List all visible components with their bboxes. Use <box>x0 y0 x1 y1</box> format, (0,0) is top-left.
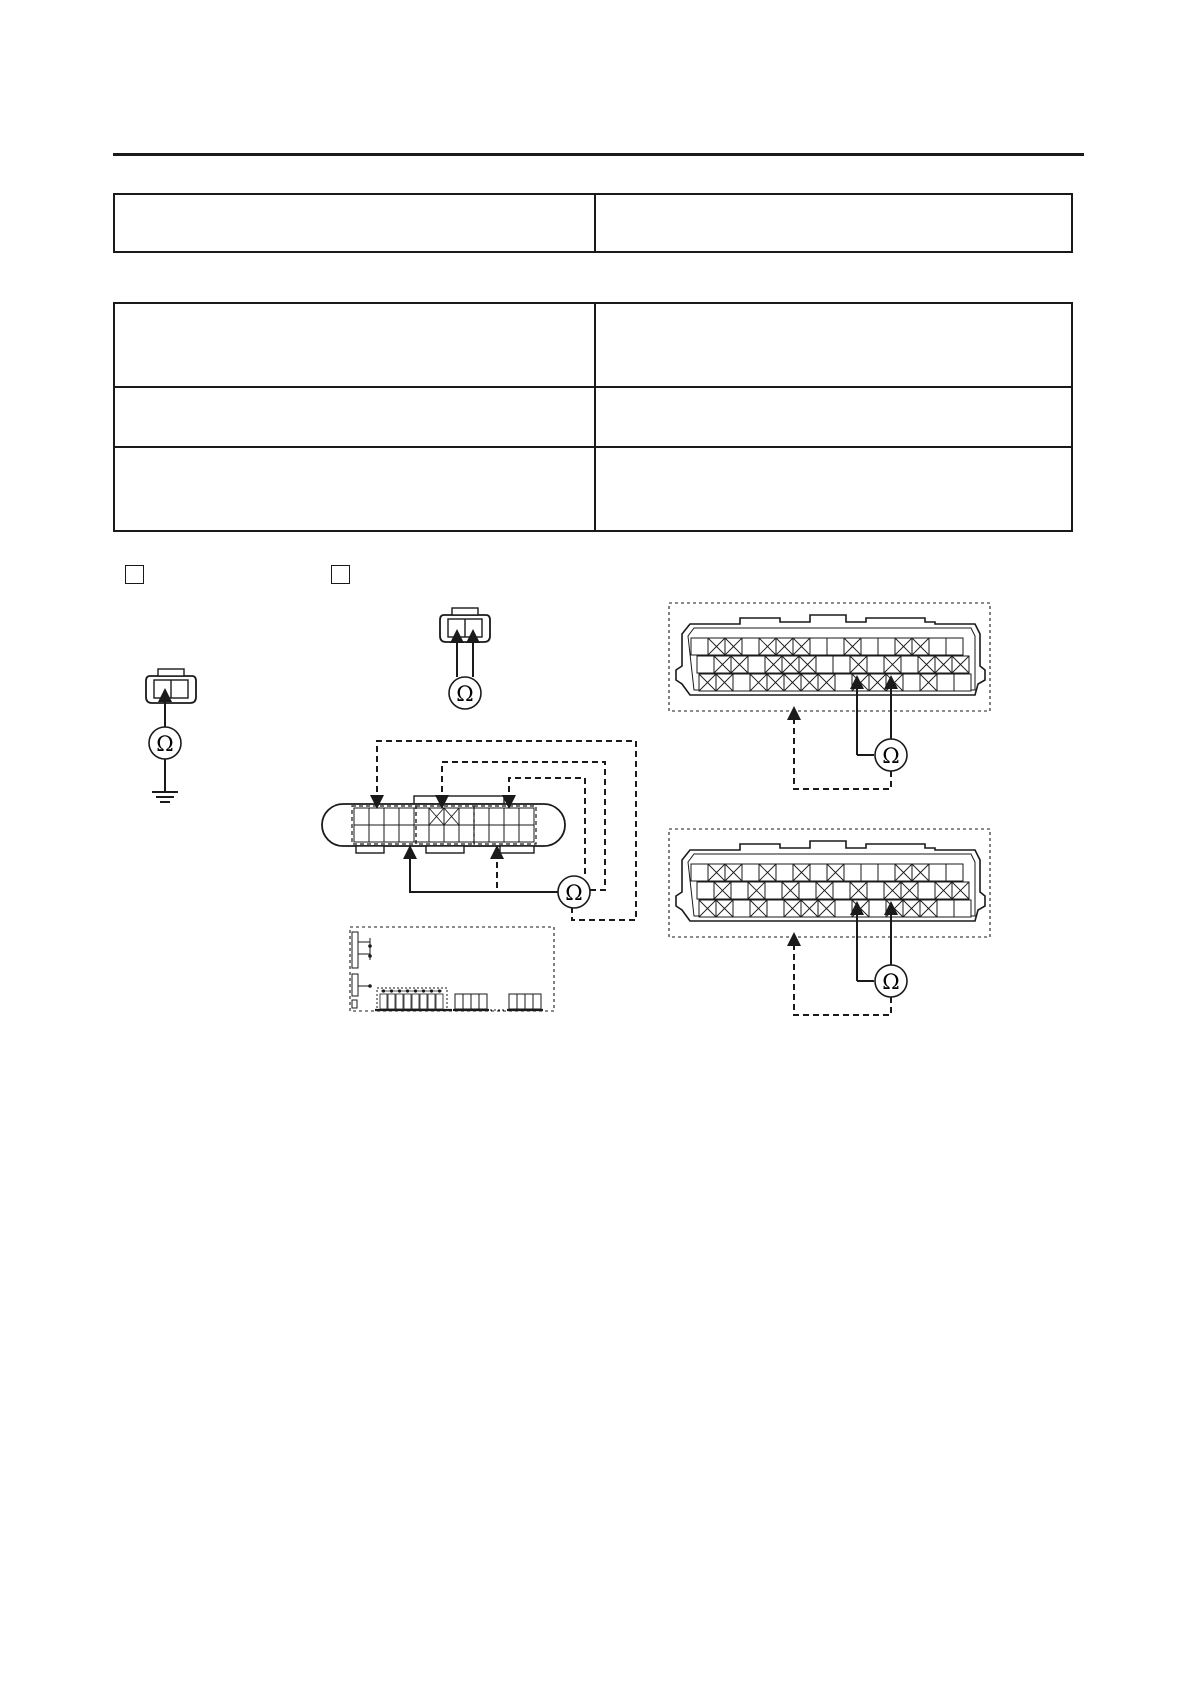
connector-cavity <box>369 808 384 825</box>
connector-cavity <box>867 656 884 673</box>
connector-cavity <box>697 656 714 673</box>
connector-cavity <box>946 864 963 881</box>
connector-cavity <box>369 825 384 842</box>
connector-cavity <box>844 864 861 881</box>
connector-cavity <box>835 674 852 691</box>
connector-cavity <box>733 674 750 691</box>
connector-cavity <box>867 882 884 899</box>
connector-cavity <box>767 900 784 917</box>
ohmmeter-icon <box>875 739 907 771</box>
connector-cavity <box>903 674 920 691</box>
oval-connector <box>322 796 565 853</box>
connector-cavity <box>354 825 369 842</box>
ohmmeter-icon <box>558 876 590 908</box>
pin <box>396 994 403 1009</box>
connector-cavity <box>742 864 759 881</box>
pin <box>380 994 387 1009</box>
pin <box>428 994 435 1009</box>
connector-cavity <box>918 882 935 899</box>
connector-cavity <box>384 808 399 825</box>
pin <box>420 994 427 1009</box>
connector-cavity <box>474 808 489 825</box>
ohmmeter-icon <box>875 965 907 997</box>
connector-cavity <box>742 638 759 655</box>
connector-cavity <box>459 825 474 842</box>
pin <box>404 994 411 1009</box>
connector-cavity <box>384 825 399 842</box>
connector-cavity <box>954 900 971 917</box>
ecu-connector-top <box>669 603 990 789</box>
ohm-symbol: Ω <box>882 744 900 768</box>
ohmmeter-icon <box>149 727 181 759</box>
connector-cavity <box>733 900 750 917</box>
connector-cavity <box>519 808 534 825</box>
connector-cavity <box>946 638 963 655</box>
connector-cavity <box>691 638 708 655</box>
connector-cavity <box>748 656 765 673</box>
connector-cavity <box>765 882 782 899</box>
connector-cavity <box>691 864 708 881</box>
connector-cavity <box>833 656 850 673</box>
inset-schematic <box>350 927 554 1011</box>
connector-cavity <box>474 825 489 842</box>
connector-cavity <box>444 825 459 842</box>
ohm-symbol: Ω <box>456 682 474 706</box>
ohm-symbol: Ω <box>156 732 174 756</box>
connector-cavity <box>799 882 816 899</box>
connector-cavity <box>399 825 414 842</box>
connector-cavity <box>833 882 850 899</box>
connector-cavity <box>459 808 474 825</box>
connector-cavity <box>878 864 895 881</box>
connector-cavity <box>354 808 369 825</box>
connector-cavity <box>731 882 748 899</box>
ecu-connector-bottom <box>669 829 990 1015</box>
connector-cavity <box>776 864 793 881</box>
ground-icon <box>152 759 178 802</box>
connector-cavity <box>827 638 844 655</box>
pin <box>436 994 443 1009</box>
connector-cavity <box>504 808 519 825</box>
connector-cavity <box>399 808 414 825</box>
connector-cavity <box>937 674 954 691</box>
ohm-symbol: Ω <box>882 970 900 994</box>
connector-cavity <box>429 825 444 842</box>
connector-cavity <box>929 864 946 881</box>
connector-cavity <box>489 825 504 842</box>
connector-cavity <box>861 638 878 655</box>
connector-cavity <box>489 808 504 825</box>
connector-cavity <box>954 674 971 691</box>
solid-lead <box>410 852 558 892</box>
connector-cavity <box>519 825 534 842</box>
connector-cavity <box>810 864 827 881</box>
connector-cavity <box>504 825 519 842</box>
connector-a <box>146 669 196 703</box>
ohm-symbol: Ω <box>565 881 583 905</box>
connector-cavity <box>869 900 886 917</box>
connector-cavity <box>697 882 714 899</box>
connector-cavity <box>816 656 833 673</box>
connector-cavity <box>929 638 946 655</box>
connector-b <box>440 608 490 642</box>
ohmmeter-icon <box>449 677 481 709</box>
pin <box>412 994 419 1009</box>
connector-cavity <box>901 656 918 673</box>
connector-cavity <box>878 638 895 655</box>
connector-cavity <box>861 864 878 881</box>
pin <box>388 994 395 1009</box>
connector-cavity <box>835 900 852 917</box>
connector-cavity <box>937 900 954 917</box>
connector-cavity <box>810 638 827 655</box>
